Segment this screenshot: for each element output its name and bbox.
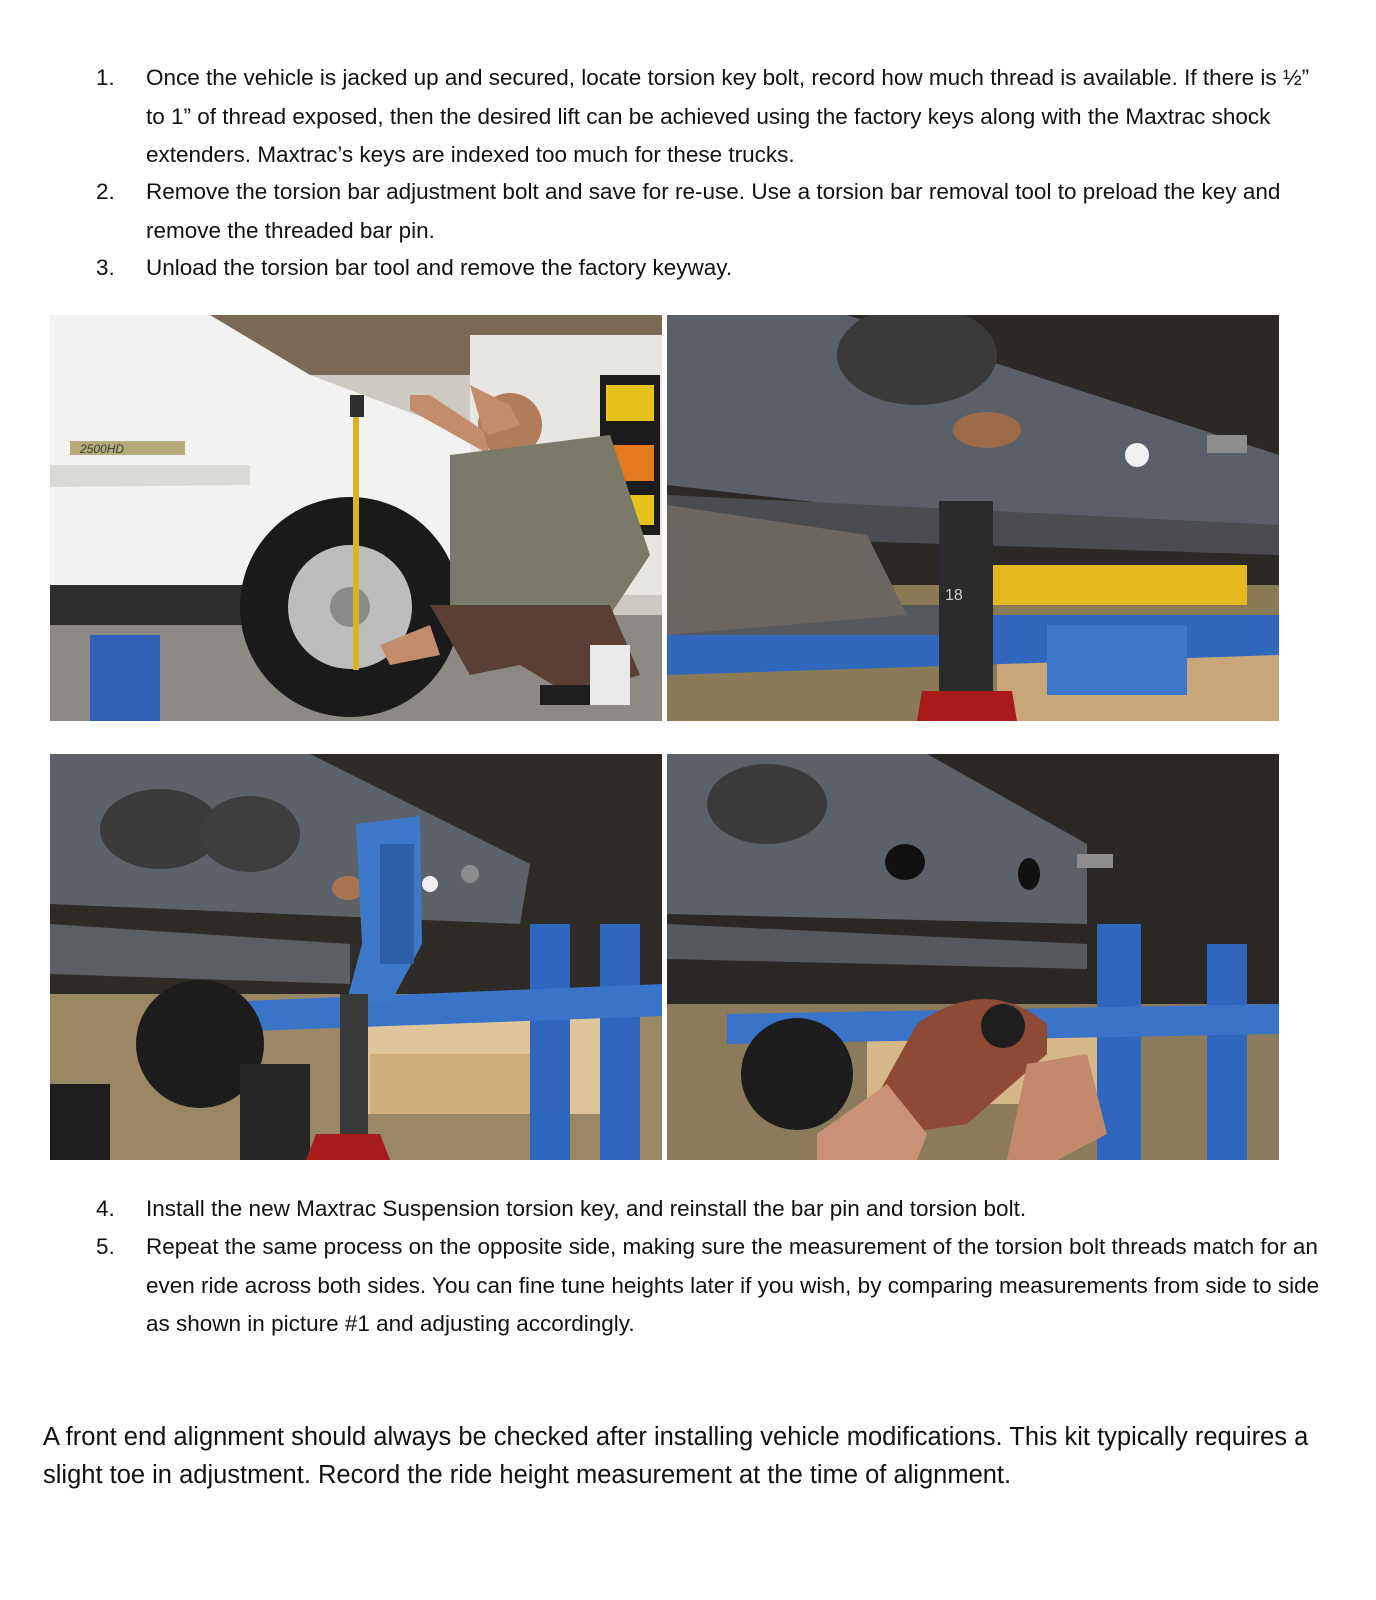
step-number: 4. bbox=[96, 1196, 115, 1221]
alignment-note: A front end alignment should always be checked after installing vehicle modifications. This kit typically requires a slight toe in adjustment. Record the ride height measurement at the time of alignment. bbox=[43, 1423, 1309, 1489]
photo-ride-height-measurement bbox=[50, 315, 662, 721]
socket-frame-illustration bbox=[667, 315, 1279, 721]
step-number: 5. bbox=[96, 1234, 115, 1259]
truck-badge: 2500HD bbox=[80, 442, 125, 456]
tool-preload-illustration bbox=[50, 754, 662, 1160]
photo-torsion-bolt-socket bbox=[667, 315, 1279, 721]
keyway-removal-illustration bbox=[667, 754, 1279, 1160]
step-number: 2. bbox=[96, 179, 115, 204]
step-number: 3. bbox=[96, 255, 115, 280]
step-text: Repeat the same process on the opposite side, making sure the measurement of the torsion bolt threads match for an even ride across both sides. You can fine tune heights later if you wish, by comparing measurements from side to side as shown in picture #1 and adjusting accordingly. bbox=[146, 1234, 1320, 1336]
step-text: Once the vehicle is jacked up and secured, locate torsion key bolt, record how much thread is available. If there is ½” to 1” of thread exposed, then the desired lift can be achieved using the factory keys along with the Maxtrac shock extenders. Maxtrac’s keys are indexed too much for these trucks. bbox=[146, 65, 1310, 167]
truck-measure-illustration bbox=[50, 315, 662, 721]
step-text: Remove the torsion bar adjustment bolt and save for re-use. Use a torsion bar removal tool to preload the key and remove the threaded bar pin. bbox=[146, 179, 1281, 243]
step-text: Unload the torsion bar tool and remove the factory keyway. bbox=[146, 255, 733, 280]
step-number: 1. bbox=[96, 65, 115, 90]
photo-torsion-tool-preload bbox=[50, 754, 662, 1160]
socket-size-mark: 18 bbox=[945, 587, 963, 604]
step-text: Install the new Maxtrac Suspension torsion key, and reinstall the bar pin and torsion bolt. bbox=[146, 1196, 1027, 1221]
photo-factory-keyway-removal bbox=[667, 754, 1279, 1160]
